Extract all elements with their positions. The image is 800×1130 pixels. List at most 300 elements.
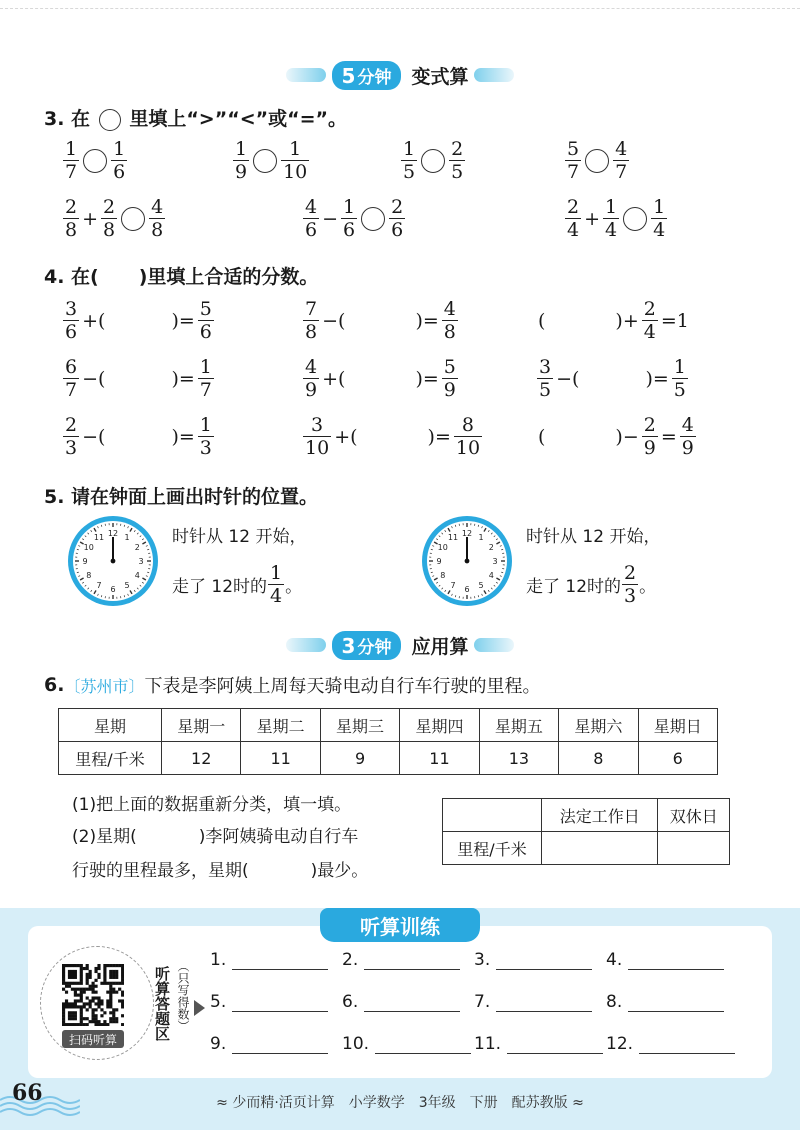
fraction: $\frac{1}{5}$ (673, 356, 686, 401)
qr-module (89, 970, 92, 973)
qr-module (80, 1008, 83, 1011)
answer-line[interactable] (628, 953, 724, 970)
qr-module (112, 988, 115, 991)
compare-circle[interactable] (421, 149, 445, 173)
qr-module (74, 1017, 77, 1020)
clock-number: 12 (461, 529, 473, 538)
qr-module (65, 991, 68, 994)
fraction: $\frac{7}{8}$ (305, 298, 318, 343)
q4-rows (62, 298, 762, 468)
qr-module (62, 1008, 65, 1011)
qr-module (62, 970, 65, 973)
qr-module (103, 979, 106, 982)
qr-module (115, 976, 118, 979)
qr-module (89, 985, 92, 988)
scan-label[interactable]: 扫码听算 (62, 1030, 124, 1048)
operator: − (322, 207, 339, 230)
listen-title: 听算训练 (320, 908, 480, 942)
qr-module (121, 967, 124, 970)
fill-item (302, 356, 459, 401)
qr-module (65, 999, 68, 1002)
clock-number: 2 (488, 543, 494, 552)
answer-line[interactable] (364, 995, 460, 1012)
answer-line[interactable] (639, 1037, 735, 1054)
qr-module (89, 999, 92, 1002)
answer-number: 7. (474, 992, 491, 1012)
table-cell: 6 (638, 742, 717, 775)
qr-module (86, 1023, 89, 1026)
clock-number: 5 (124, 581, 130, 591)
qr-module (86, 1008, 89, 1011)
qr-module (83, 1023, 86, 1026)
qr-module (62, 1020, 65, 1023)
qr-module (89, 1020, 92, 1023)
qr-module (106, 999, 109, 1002)
fraction: $\frac{1}{7}$ (199, 356, 212, 401)
compare-item (564, 196, 668, 241)
clock-face-2[interactable] (420, 514, 514, 608)
answer-line[interactable] (496, 995, 592, 1012)
qr-module (68, 985, 71, 988)
operator: )= (645, 367, 669, 390)
fraction: $\frac{2}{4}$ (567, 196, 580, 241)
operator: −( (82, 367, 106, 390)
fraction: $\frac{2}{3}$ (65, 414, 78, 459)
qr-module (89, 976, 92, 979)
clock-number: 3 (138, 557, 144, 566)
qr-module (109, 985, 112, 988)
compare-item (564, 138, 630, 183)
table-header-cell: 星期一 (162, 709, 241, 742)
qr-module (74, 1011, 77, 1014)
qr-module (121, 979, 124, 982)
fill-item (536, 356, 689, 401)
qr-module (115, 1020, 118, 1023)
qr-module (106, 964, 109, 967)
qr-module (103, 970, 106, 973)
answer-line[interactable] (364, 953, 460, 970)
q3-title: 3. 在 里填上“>”“<”或“=”。 (44, 108, 347, 130)
qr-module (80, 1005, 83, 1008)
qr-module (86, 979, 89, 982)
qr-module (103, 982, 106, 985)
qr-module (109, 982, 112, 985)
qr-module (121, 994, 124, 997)
qr-module (62, 1002, 65, 1005)
qr-module (97, 1023, 100, 1026)
qr-module (68, 973, 71, 976)
qr-module (109, 999, 112, 1002)
answer-line[interactable] (375, 1037, 471, 1054)
qr-module (80, 976, 83, 979)
fraction: $\frac{4}{9}$ (681, 414, 694, 459)
qr-module (92, 1020, 95, 1023)
answer-line[interactable] (232, 1037, 328, 1054)
qr-module (80, 970, 83, 973)
section-title: 应用算 (411, 635, 469, 658)
operator: + (584, 207, 601, 230)
qr-module (62, 1011, 65, 1014)
table-header-cell: 星期五 (479, 709, 558, 742)
clock-face-1[interactable] (66, 514, 160, 608)
table-header-cell: 星期六 (559, 709, 638, 742)
fraction: $\frac{2}{8}$ (65, 196, 78, 241)
qr-module (89, 988, 92, 991)
qr-module (74, 1002, 77, 1005)
qr-module (77, 988, 80, 991)
qr-module (94, 1017, 97, 1020)
table-cell: 13 (479, 742, 558, 775)
qr-module (74, 1005, 77, 1008)
qr-module (112, 1011, 115, 1014)
compare-circle[interactable] (83, 149, 107, 173)
qr-module (65, 1005, 68, 1008)
qr-module (115, 982, 118, 985)
qr-module (94, 1002, 97, 1005)
section-tag-5min (280, 62, 520, 88)
fraction: $\frac{4}{8}$ (443, 298, 456, 343)
qr-module (71, 982, 74, 985)
clock-center (465, 559, 470, 564)
qr-module (121, 1023, 124, 1026)
qr-module (112, 970, 115, 973)
clock-number: 10 (83, 543, 94, 552)
clock-number: 10 (437, 543, 448, 552)
qr-module (94, 967, 97, 970)
operator: +( (82, 309, 106, 332)
fraction: $\frac{2}{4}$ (643, 298, 656, 343)
qr-module (83, 991, 86, 994)
qr-module (112, 1017, 115, 1020)
fraction: $\frac{2}{5}$ (451, 138, 464, 183)
tag-bar-right (474, 68, 514, 82)
operator: )− (615, 425, 639, 448)
answer-line[interactable] (232, 953, 328, 970)
qr-module (100, 1014, 103, 1017)
qr-module (112, 1020, 115, 1023)
qr-module (68, 976, 71, 979)
answer-item (606, 950, 724, 970)
qr-module (71, 1011, 74, 1014)
table-header-cell: 法定工作日 (542, 799, 658, 832)
fraction: $\frac{1}{10}$ (283, 138, 308, 183)
qr-module (77, 1005, 80, 1008)
qr-module (112, 976, 115, 979)
fraction: $\frac{5}{6}$ (199, 298, 212, 343)
answer-item (474, 992, 592, 1012)
table-input-cell[interactable] (542, 832, 658, 865)
qr-module (106, 982, 109, 985)
compare-item (62, 196, 166, 241)
qr-module (77, 994, 80, 997)
fill-item (62, 356, 215, 401)
fraction: $\frac{1}{6}$ (113, 138, 126, 183)
qr-module (80, 996, 83, 999)
clock-number: 11 (93, 532, 105, 542)
answer-item (210, 950, 328, 970)
tag-pill: 3 分钟 (332, 631, 402, 660)
operator: =1 (660, 309, 689, 332)
qr-module (74, 976, 77, 979)
qr-module (97, 1005, 100, 1008)
qr-code-icon[interactable] (62, 964, 124, 1026)
qr-module (62, 982, 65, 985)
operator: )= (171, 425, 195, 448)
qr-module (62, 973, 65, 976)
q3-row-2 (62, 196, 762, 248)
operator: ( (538, 425, 546, 448)
fill-item (302, 298, 459, 343)
qr-module (109, 996, 112, 999)
compare-circle[interactable] (623, 207, 647, 231)
qr-module (74, 964, 77, 967)
qr-module (109, 970, 112, 973)
qr-module (121, 991, 124, 994)
qr-module (68, 1014, 71, 1017)
compare-item (232, 138, 310, 183)
answer-number: 3. (474, 950, 491, 970)
answer-item (606, 1034, 735, 1054)
tag-bar-left (286, 638, 326, 652)
qr-module (68, 1002, 71, 1005)
qr-module (106, 1023, 109, 1026)
qr-module (77, 999, 80, 1002)
qr-module (74, 988, 77, 991)
table-header-cell: 星期四 (400, 709, 479, 742)
answer-item (342, 992, 460, 1012)
clock-number: 7 (96, 581, 102, 591)
qr-module (71, 1002, 74, 1005)
qr-module (94, 1020, 97, 1023)
page-number: 66 (12, 1080, 43, 1106)
operator: )= (415, 367, 439, 390)
operator: +( (334, 425, 358, 448)
header-divider (0, 8, 800, 9)
qr-module (118, 999, 121, 1002)
table-header-cell: 星期二 (241, 709, 320, 742)
qr-module (94, 996, 97, 999)
operator: )= (415, 309, 439, 332)
qr-module (74, 982, 77, 985)
qr-module (80, 991, 83, 994)
qr-module (68, 1005, 71, 1008)
qr-module (100, 982, 103, 985)
section-title: 变式算 (411, 65, 469, 88)
qr-module (97, 996, 100, 999)
qr-module (92, 1014, 95, 1017)
qr-module (86, 1017, 89, 1020)
qr-module (121, 964, 124, 967)
qr-module (100, 1002, 103, 1005)
qr-module (92, 991, 95, 994)
qr-module (103, 976, 106, 979)
operator: −( (82, 425, 106, 448)
answer-line[interactable] (496, 953, 592, 970)
clock-number: 11 (447, 532, 459, 542)
qr-module (83, 967, 86, 970)
qr-module (77, 1023, 80, 1026)
qr-module (109, 991, 112, 994)
qr-module (89, 973, 92, 976)
operator: )= (427, 425, 451, 448)
operator: +( (322, 367, 346, 390)
qr-module (97, 967, 100, 970)
answer-number: 8. (606, 992, 623, 1012)
qr-module (103, 967, 106, 970)
qr-module (86, 988, 89, 991)
qr-module (115, 970, 118, 973)
table-header-cell (443, 799, 542, 832)
clock-center (111, 559, 116, 564)
qr-module (77, 982, 80, 985)
answer-item (474, 1034, 603, 1054)
tag-bar-right (474, 638, 514, 652)
qr-module (103, 1011, 106, 1014)
qr-module (94, 979, 97, 982)
qr-module (83, 1017, 86, 1020)
qr-module (97, 964, 100, 967)
q5-title: 5. 请在钟面上画出时针的位置。 (44, 486, 319, 508)
answer-line[interactable] (628, 995, 724, 1012)
section-tag-3min (280, 632, 520, 658)
circle-icon (99, 109, 121, 131)
qr-module (80, 1020, 83, 1023)
compare-circle[interactable] (121, 207, 145, 231)
qr-module (71, 1005, 74, 1008)
qr-module (92, 1008, 95, 1011)
fraction: $\frac{1}{9}$ (235, 138, 248, 183)
qr-module (115, 991, 118, 994)
compare-item (400, 138, 466, 183)
qr-module (92, 999, 95, 1002)
qr-module (94, 1023, 97, 1026)
answer-number: 10. (342, 1034, 370, 1054)
qr-module (80, 1011, 83, 1014)
operator: )= (171, 309, 195, 332)
qr-module (109, 973, 112, 976)
qr-module (103, 1023, 106, 1026)
qr-module (80, 967, 83, 970)
qr-module (80, 999, 83, 1002)
fill-item (62, 414, 215, 459)
triangle-arrow-icon (194, 1000, 205, 1016)
fraction: $\frac{6}{7}$ (65, 356, 78, 401)
qr-module (106, 1005, 109, 1008)
qr-module (97, 1020, 100, 1023)
fill-item (62, 298, 215, 343)
qr-module (94, 1008, 97, 1011)
qr-module (62, 964, 65, 967)
qr-module (74, 1023, 77, 1026)
fraction: $\frac{4}{6}$ (305, 196, 318, 241)
clock-number: 6 (110, 585, 116, 594)
answer-number: 4. (606, 950, 623, 970)
qr-module (100, 1008, 103, 1011)
clock-number: 9 (82, 557, 88, 566)
compare-circle[interactable] (361, 207, 385, 231)
tag-bar-left (286, 68, 326, 82)
qr-module (62, 1005, 65, 1008)
qr-module (86, 964, 89, 967)
qr-module (68, 982, 71, 985)
compare-circle[interactable] (585, 149, 609, 173)
table-cell: 11 (400, 742, 479, 775)
table-row-label: 里程/千米 (443, 832, 542, 865)
operator: )= (171, 367, 195, 390)
qr-module (65, 982, 68, 985)
q6-sub2-line1: (2)星期( )李阿姨骑电动自行车 (72, 827, 359, 847)
qr-module (68, 964, 71, 967)
qr-module (109, 964, 112, 967)
qr-module (92, 1017, 95, 1020)
qr-module (115, 964, 118, 967)
answer-number: 11. (474, 1034, 502, 1054)
qr-module (112, 1008, 115, 1011)
clock-number: 12 (107, 529, 119, 538)
fraction: $\frac{5}{9}$ (443, 356, 456, 401)
qr-module (109, 988, 112, 991)
clock1-line1: 时针从 12 开始， (172, 527, 307, 547)
operator: = (660, 425, 677, 448)
q6-sub2-line2: 行驶的里程最多，星期( )最少。 (72, 861, 369, 881)
answer-line[interactable] (232, 995, 328, 1012)
compare-item (302, 196, 406, 241)
clock-number: 5 (478, 581, 484, 591)
qr-module (115, 1017, 118, 1020)
compare-circle[interactable] (253, 149, 277, 173)
qr-module (65, 1023, 68, 1026)
qr-module (97, 1002, 100, 1005)
operator: −( (322, 309, 346, 332)
answer-grid (210, 950, 730, 1070)
qr-module (68, 970, 71, 973)
qr-module (80, 988, 83, 991)
qr-module (80, 994, 83, 997)
qr-module (80, 1023, 83, 1026)
qr-module (103, 964, 106, 967)
answer-line[interactable] (507, 1037, 603, 1054)
table-input-cell[interactable] (658, 832, 730, 865)
answer-item (210, 992, 328, 1012)
q4-title: 4. 在( )里填上合适的分数。 (44, 266, 319, 288)
qr-module (121, 1002, 124, 1005)
qr-module (86, 973, 89, 976)
qr-module (74, 970, 77, 973)
clock2-line1: 时针从 12 开始， (526, 527, 661, 547)
answer-number: 6. (342, 992, 359, 1012)
clock-number: 4 (488, 571, 494, 580)
qr-module (74, 999, 77, 1002)
qr-module (109, 1020, 112, 1023)
operator: ( (538, 309, 546, 332)
qr-module (71, 1023, 74, 1026)
clock-number: 7 (450, 581, 456, 591)
qr-module (77, 964, 80, 967)
qr-module (103, 1020, 106, 1023)
table-cell: 里程/千米 (59, 742, 162, 775)
qr-module (62, 967, 65, 970)
qr-module (112, 973, 115, 976)
qr-module (121, 970, 124, 973)
operator: −( (556, 367, 580, 390)
table-header-cell: 星期日 (638, 709, 717, 742)
qr-module (62, 1014, 65, 1017)
qr-module (106, 991, 109, 994)
qr-module (68, 1023, 71, 1026)
qr-module (118, 964, 121, 967)
qr-module (71, 988, 74, 991)
fraction: $\frac{1}{6}$ (343, 196, 356, 241)
